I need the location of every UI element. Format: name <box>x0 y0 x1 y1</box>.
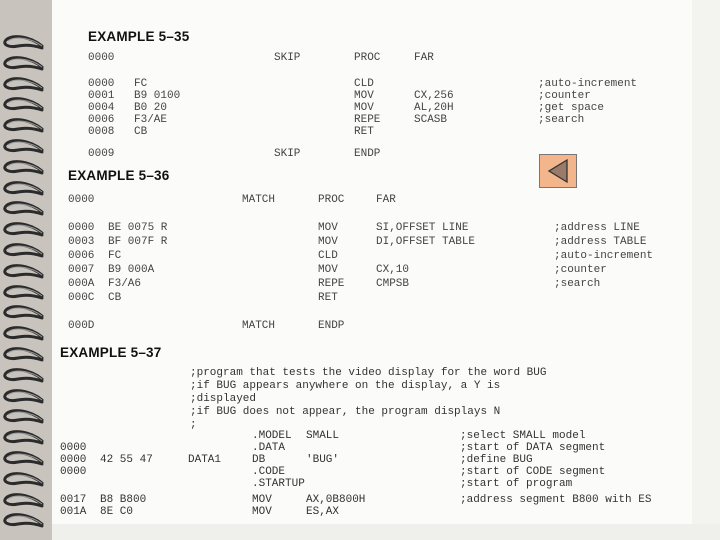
code-addr: 0000 <box>60 442 87 454</box>
spiral-ring <box>2 200 44 218</box>
code-op: MOV <box>252 506 272 518</box>
code-hex: B9 0100 <box>134 90 181 102</box>
code-args: 'BUG' <box>306 454 340 466</box>
spiral-ring <box>2 34 44 52</box>
program-comment-line: ;displayed <box>190 393 257 405</box>
code-addr: 000A <box>68 278 95 290</box>
spiral-ring <box>2 117 44 135</box>
code-label: SKIP <box>274 52 301 64</box>
code-addr: 0000 <box>88 52 115 64</box>
code-addr: 0008 <box>88 126 115 138</box>
code-addr: 0000 <box>68 194 95 206</box>
spiral-ring <box>2 76 44 94</box>
code-addr: 0009 <box>88 148 115 160</box>
program-comment-line: ;if BUG appears anywhere on the display, a Y is <box>190 380 501 392</box>
code-hex: BF 007F R <box>108 236 168 248</box>
example-5-35-heading: EXAMPLE 5–35 <box>88 29 190 44</box>
code-op: CLD <box>318 250 338 262</box>
code-op: REPE <box>318 278 345 290</box>
spiral-ring <box>2 408 44 426</box>
code-op: MOV <box>354 102 374 114</box>
code-op: MOV <box>318 236 338 248</box>
code-args: SI,OFFSET LINE <box>376 222 469 234</box>
code-addr: 0004 <box>88 102 115 114</box>
code-op: MOV <box>252 494 272 506</box>
code-args: CX,10 <box>376 264 410 276</box>
spiral-ring <box>2 221 44 239</box>
spiral-ring <box>2 512 44 530</box>
code-hex: F3/A6 <box>108 278 142 290</box>
code-hex: B8 B800 <box>100 494 147 506</box>
code-op: .DATA <box>252 442 286 454</box>
code-label: MATCH <box>242 320 276 332</box>
code-label: DATA1 <box>188 454 222 466</box>
code-label: MATCH <box>242 194 276 206</box>
code-hex: FC <box>134 78 148 90</box>
spiral-ring <box>2 263 44 281</box>
triangle-left-icon <box>540 155 576 187</box>
back-button[interactable] <box>539 154 577 188</box>
spiral-binding <box>0 0 52 540</box>
code-op: .CODE <box>252 466 286 478</box>
example-5-37-heading: EXAMPLE 5–37 <box>60 345 162 360</box>
code-op: .MODEL <box>252 430 292 442</box>
code-op: ENDP <box>354 148 381 160</box>
code-addr: 0006 <box>88 114 115 126</box>
code-addr: 0003 <box>68 236 95 248</box>
code-args: FAR <box>376 194 396 206</box>
code-comment: ;search <box>554 278 601 290</box>
code-addr: 000D <box>68 320 95 332</box>
code-args: AX,0B800H <box>306 494 366 506</box>
code-comment: ;auto-increment <box>554 250 654 262</box>
code-addr: 0000 <box>88 78 115 90</box>
code-args: CX,256 <box>414 90 454 102</box>
code-addr: 0001 <box>88 90 115 102</box>
code-op: RET <box>318 292 338 304</box>
code-comment: ;address LINE <box>554 222 640 234</box>
code-hex: F3/AE <box>134 114 168 126</box>
page-edge <box>692 0 720 540</box>
code-label: SKIP <box>274 148 301 160</box>
code-addr: 0000 <box>60 454 87 466</box>
code-op: .STARTUP <box>252 478 305 490</box>
code-op: ENDP <box>318 320 345 332</box>
spiral-ring <box>2 159 44 177</box>
code-args: AL,20H <box>414 102 454 114</box>
spiral-ring <box>2 471 44 489</box>
code-comment: ;counter <box>554 264 607 276</box>
spiral-ring <box>2 429 44 447</box>
spiral-ring <box>2 367 44 385</box>
code-args: SMALL <box>306 430 340 442</box>
code-hex: CB <box>134 126 148 138</box>
program-comment-line: ; <box>190 419 197 431</box>
code-hex: 8E C0 <box>100 506 134 518</box>
code-args: ES,AX <box>306 506 340 518</box>
spiral-ring <box>2 450 44 468</box>
spiral-ring <box>2 304 44 322</box>
code-hex: FC <box>108 250 122 262</box>
code-args: CMPSB <box>376 278 410 290</box>
code-op: MOV <box>354 90 374 102</box>
spiral-ring <box>2 180 44 198</box>
spiral-ring <box>2 96 44 114</box>
code-op: MOV <box>318 222 338 234</box>
code-addr: 0006 <box>68 250 95 262</box>
spiral-ring <box>2 492 44 510</box>
code-comment: ;get space <box>538 102 605 114</box>
spiral-ring <box>2 325 44 343</box>
code-hex: B0 20 <box>134 102 168 114</box>
spiral-ring <box>2 346 44 364</box>
spiral-ring <box>2 242 44 260</box>
code-comment: ;start of DATA segment <box>460 442 606 454</box>
code-addr: 0007 <box>68 264 95 276</box>
code-hex: 42 55 47 <box>100 454 153 466</box>
code-op: DB <box>252 454 266 466</box>
code-addr: 001A <box>60 506 87 518</box>
code-hex: CB <box>108 292 122 304</box>
code-comment: ;auto-increment <box>538 78 638 90</box>
code-comment: ;address TABLE <box>554 236 647 248</box>
code-comment: ;address segment B800 with ES <box>460 494 652 506</box>
code-addr: 0017 <box>60 494 87 506</box>
code-comment: ;counter <box>538 90 591 102</box>
code-comment: ;start of CODE segment <box>460 466 606 478</box>
spiral-ring <box>2 284 44 302</box>
code-hex: B9 000A <box>108 264 155 276</box>
code-op: MOV <box>318 264 338 276</box>
page-bottom-edge <box>52 524 720 540</box>
code-addr: 0000 <box>60 466 87 478</box>
code-args: DI,OFFSET TABLE <box>376 236 476 248</box>
code-op: PROC <box>354 52 381 64</box>
code-addr: 000C <box>68 292 95 304</box>
spiral-ring <box>2 388 44 406</box>
program-comment-line: ;program that tests the video display for the word BUG <box>190 367 547 379</box>
example-5-36-heading: EXAMPLE 5–36 <box>68 168 170 183</box>
code-op: RET <box>354 126 374 138</box>
code-addr: 0000 <box>68 222 95 234</box>
spiral-ring <box>2 55 44 73</box>
code-op: REPE <box>354 114 381 126</box>
code-comment: ;select SMALL model <box>460 430 586 442</box>
code-hex: BE 0075 R <box>108 222 168 234</box>
code-op: PROC <box>318 194 345 206</box>
code-comment: ;search <box>538 114 585 126</box>
code-args: FAR <box>414 52 434 64</box>
code-comment: ;start of program <box>460 478 573 490</box>
code-op: CLD <box>354 78 374 90</box>
spiral-ring <box>2 138 44 156</box>
code-args: SCASB <box>414 114 448 126</box>
program-comment-line: ;if BUG does not appear, the program displays N <box>190 406 501 418</box>
code-comment: ;define BUG <box>460 454 533 466</box>
